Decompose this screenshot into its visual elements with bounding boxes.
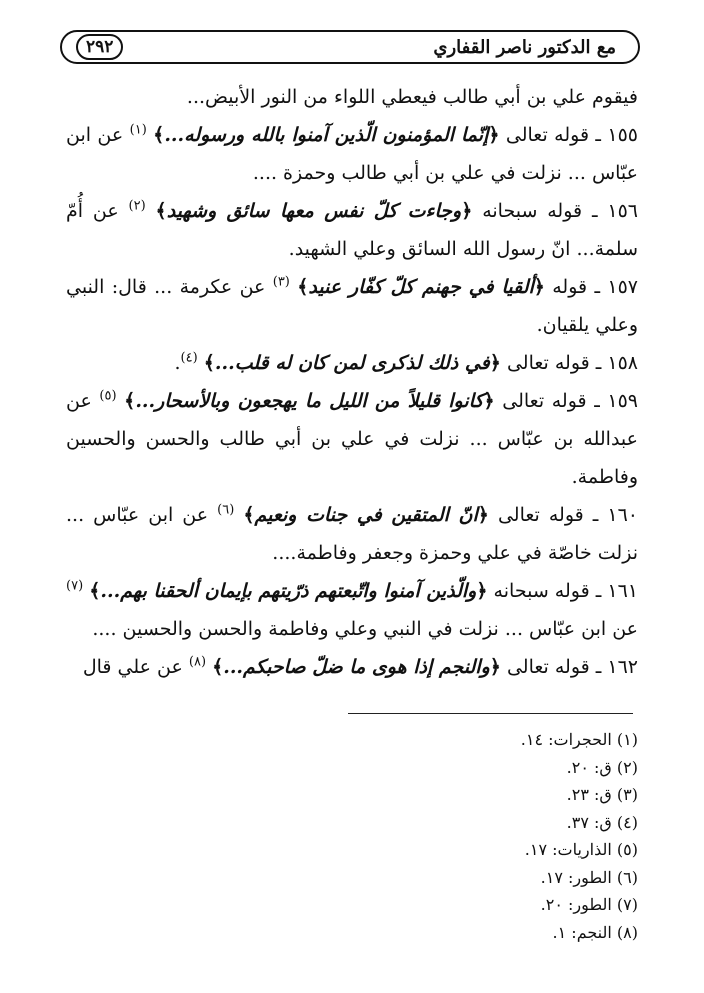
paragraph-text: عن ابن عبّاس ... نزلت في النبي وعلي وفاطمة والحسن والحسين .... xyxy=(92,618,638,640)
quran-quote: والّذين آمنوا واتّبعتهم ذرّيتهم بإيمان ألحقنا بهم... xyxy=(100,580,477,602)
paragraph xyxy=(66,572,638,648)
quran-quote: وجاءت كلّ نفس معها سائق وشهيد xyxy=(166,200,462,222)
footnote: (٤) ق: ٣٧. xyxy=(566,812,638,832)
page-number: ٢٩٢ xyxy=(76,34,123,60)
quran-bracket-close: ﴾ xyxy=(243,504,255,526)
paragraph-text: ١٥٦ ـ قوله سبحانه xyxy=(472,200,638,222)
quran-bracket-close: ﴾ xyxy=(203,352,215,374)
quran-quote: انّ المتقين في جنات ونعيم xyxy=(254,504,478,526)
paragraph-text: عن عبدالله بن عبّاس ... نزلت في علي بن أبي طالب والحسن والحسين وفاطمة. xyxy=(66,390,638,488)
footnote-ref: (٨) xyxy=(188,654,207,670)
quran-quote: كانوا قليلاً من الليل ما يهجعون وبالأسحار... xyxy=(135,390,484,412)
quran-quote: إنّما المؤمنون الّذين آمنوا بالله ورسوله... xyxy=(164,124,489,146)
footnote-ref: (١) xyxy=(129,122,147,138)
paragraph-text: عن ابن عبّاس ... نزلت في علي بن أبي طالب وحمزة .... xyxy=(66,124,638,184)
quran-quote: والنجم إذا هوى ما ضلّ صاحبكم... xyxy=(223,656,490,678)
quran-quote: في ذلك لذكرى لمن كان له قلب... xyxy=(214,352,490,374)
paragraph-text: . xyxy=(174,352,181,374)
page-header xyxy=(60,30,640,64)
quran-bracket-open: ﴿ xyxy=(533,276,545,298)
quran-bracket-open: ﴿ xyxy=(477,504,489,526)
paragraph xyxy=(66,116,638,192)
footnote: (٦) الطور: ١٧. xyxy=(540,867,638,887)
quran-bracket-open: ﴿ xyxy=(476,580,488,602)
quran-bracket-close: ﴾ xyxy=(124,390,136,412)
quran-bracket-open: ﴿ xyxy=(489,656,501,678)
paragraph-text: عن علي قال xyxy=(82,656,189,678)
quran-quote: ألقيا في جهنم كلّ كفّار عنيد xyxy=(308,276,534,298)
paragraph xyxy=(66,268,638,344)
footnote: (٨) النجم: ١. xyxy=(552,922,638,942)
footnote: (٥) الذاريات: ١٧. xyxy=(524,840,638,859)
footnote-ref: (٢) xyxy=(128,198,146,214)
paragraph-text: ١٦٠ ـ قوله تعالى xyxy=(488,504,638,526)
footnote-ref: (٣) xyxy=(272,274,290,290)
paragraph xyxy=(66,192,638,268)
quran-bracket-open: ﴿ xyxy=(489,352,501,374)
quran-bracket-close: ﴾ xyxy=(89,580,101,602)
paragraph xyxy=(66,344,638,382)
footnote-separator xyxy=(348,713,633,714)
paragraph-text: ١٦٢ ـ قوله تعالى xyxy=(500,656,638,678)
paragraph xyxy=(66,382,638,496)
quran-bracket-open: ﴿ xyxy=(483,390,495,412)
footnote: (١) الحجرات: ١٤. xyxy=(520,730,638,749)
footnotes xyxy=(238,726,638,946)
footnote-ref: (٥) xyxy=(99,388,117,404)
footnote-ref: (٤) xyxy=(180,350,198,366)
paragraph xyxy=(66,648,638,686)
paragraph-text: عن ابن عبّاس ... نزلت خاصّة في علي وحمزة وجعفر وفاطمة.... xyxy=(66,504,638,564)
running-title: مع الدكتور ناصر القفاري xyxy=(433,36,616,58)
footnote-ref: (٧) xyxy=(66,578,84,594)
paragraph xyxy=(66,496,638,572)
paragraph-text: ١٥٧ ـ قوله xyxy=(544,276,638,298)
footnote-ref: (٦) xyxy=(217,502,235,518)
footnote: (٧) الطور: ٢٠. xyxy=(540,895,638,914)
footnote: (٢) ق: ٢٠. xyxy=(566,757,638,777)
paragraph-text: عن عكرمة ... قال: النبي وعلي يلقيان. xyxy=(66,276,638,336)
paragraph-text: عن أُمّ سلمة... انّ رسول الله السائق وعلي الشهيد. xyxy=(66,200,638,260)
main-text xyxy=(66,78,638,686)
quran-bracket-close: ﴾ xyxy=(155,200,167,222)
paragraph-text: فيقوم علي بن أبي طالب فيعطي اللواء من النور الأبيض... xyxy=(186,86,638,108)
quran-bracket-open: ﴿ xyxy=(488,124,500,146)
paragraph-text: ١٦١ ـ قوله سبحانه xyxy=(487,580,638,602)
paragraph-text: ١٥٨ ـ قوله تعالى xyxy=(500,352,638,374)
paragraph-text: ١٥٥ ـ قوله تعالى xyxy=(499,124,638,146)
paragraph xyxy=(66,78,638,116)
quran-bracket-close: ﴾ xyxy=(212,656,224,678)
quran-bracket-close: ﴾ xyxy=(153,124,165,146)
quran-bracket-close: ﴾ xyxy=(297,276,309,298)
paragraph-text: ١٥٩ ـ قوله تعالى xyxy=(494,390,639,412)
quran-bracket-open: ﴿ xyxy=(461,200,473,222)
footnote: (٣) ق: ٢٣. xyxy=(566,785,638,804)
